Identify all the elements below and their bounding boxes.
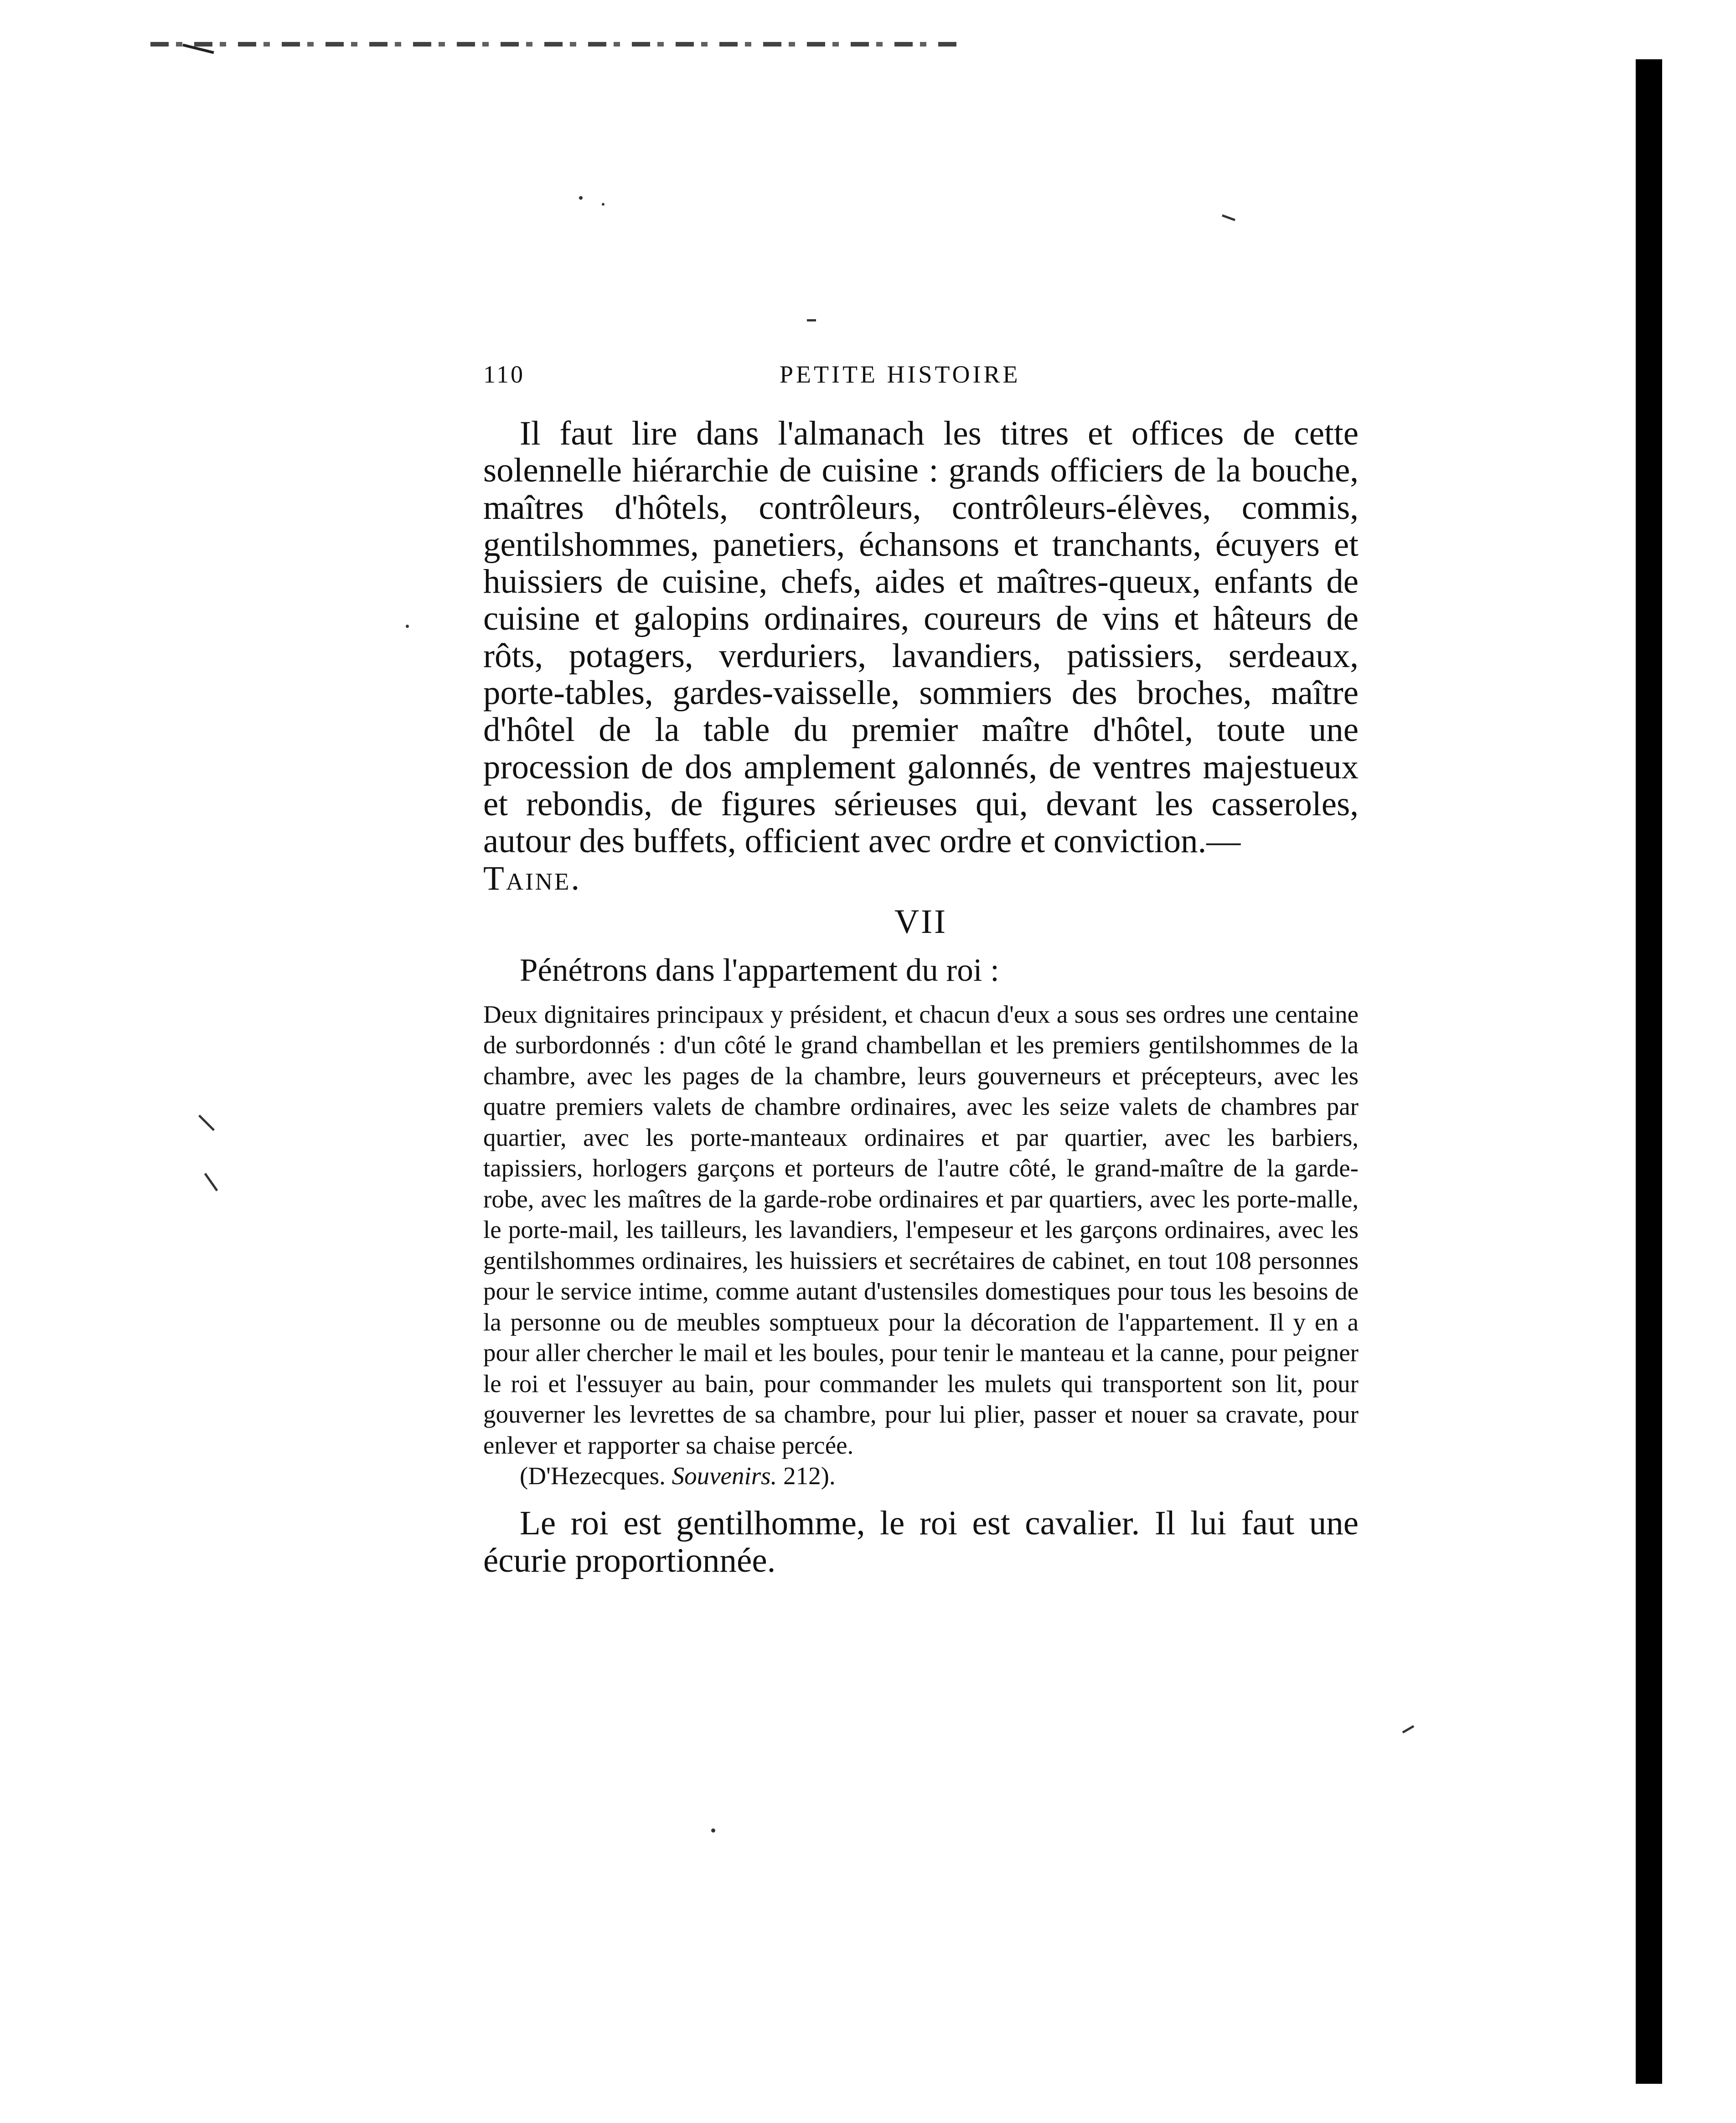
paragraph-1 [483, 415, 1359, 897]
quote-source-page: 212). [783, 1462, 836, 1490]
scan-dash [204, 1173, 218, 1191]
block-quote: Deux dignitaires principaux y président, et chacun d'eux a sous ses ordres une centaine de surbordonnés : d'un côté le grand chambellan et les premiers gentilshommes de la chambre, avec les pages de la chambre, leurs gouverneurs et précepteurs, avec les quatre premiers valets de chambre ordinaires, avec les seize valets de chambres par quartier, avec les porte-manteaux ordinaires et par quartier, avec les barbiers, tapissiers, horlogers garçons et porteurs de l'autre côté, le grand-maître de la garde-robe, avec les maîtres de la garde-robe ordinaires et par quartiers, avec les porte-malle, le porte-mail, les tailleurs, les lavandiers, l'empeseur et les garçons ordinaires, avec les gentilshommes ordinaires, les huissiers et secrétaires de cabinet, en tout 108 personnes pour le service intime, comme autant d'ustensiles domestiques pour tous les besoins de la personne ou de meubles somptueux pour la décoration de l'appartement. Il y en a pour aller chercher le mail et les boules, pour tenir le manteau et la canne, pour peigner le roi et l'essuyer au bain, pour commander les mulets qui transportent son lit, pour gouverner les levrettes de sa chambre, pour lui plier, passer et nouer sa cravate, pour enlever et rapporter sa chaise percée. [483, 1000, 1359, 1459]
scan-speck [406, 625, 409, 628]
scan-dash [1402, 1725, 1415, 1733]
scan-dash [807, 319, 816, 321]
paragraph-1-text: Il faut lire dans l'almanach les titres et offices de cette solennelle hiérarchie de cuisine : grands officiers de la bouche, maîtres d'hôtels, contrôleurs, contrôleurs-élèves, commis, gentilshommes, panetiers, échansons et tranchants, écuyers et huissiers de cuisine, chefs, aides et maîtres-queux, enfants de cuisine et galopins ordinaires, coureurs de vins et hâteurs de rôts, potagers, verduriers, lavandiers, patissiers, serdeaux, porte-tables, gardes-vaisselle, sommiers des broches, maître d'hôtel de la table du premier maître d'hôtel, toute une procession de dos amplement galonnés, de ventres majestueux et rebondis, de figures sérieuses qui, devant les casseroles, autour des buffets, officient avec ordre et conviction.— [483, 414, 1359, 860]
paragraph-3: Le roi est gentilhomme, le roi est cavalier. Il lui faut une écurie proportionnée. [483, 1504, 1359, 1580]
scan-speck [711, 1828, 715, 1833]
scan-edge-line [150, 42, 962, 47]
page-content [483, 356, 1359, 1579]
scan-binding-shadow [1636, 59, 1662, 2084]
running-head [483, 356, 1359, 397]
scan-speck [579, 196, 583, 200]
paragraph-1-author: Taine. [483, 859, 582, 897]
scan-dash [1222, 214, 1235, 221]
section-heading: VII [894, 902, 948, 941]
scan-dash [198, 1114, 215, 1131]
paragraph-2: Pénétrons dans l'appartement du roi : [520, 952, 999, 988]
page-number: 110 [483, 361, 525, 388]
quote-source-author: (D'Hezecques. [520, 1462, 666, 1490]
scan-speck [602, 203, 604, 206]
quote-source [520, 1460, 1359, 1491]
running-title: PETITE HISTOIRE [780, 361, 1021, 388]
quote-source-work: Souvenirs. [672, 1462, 777, 1490]
